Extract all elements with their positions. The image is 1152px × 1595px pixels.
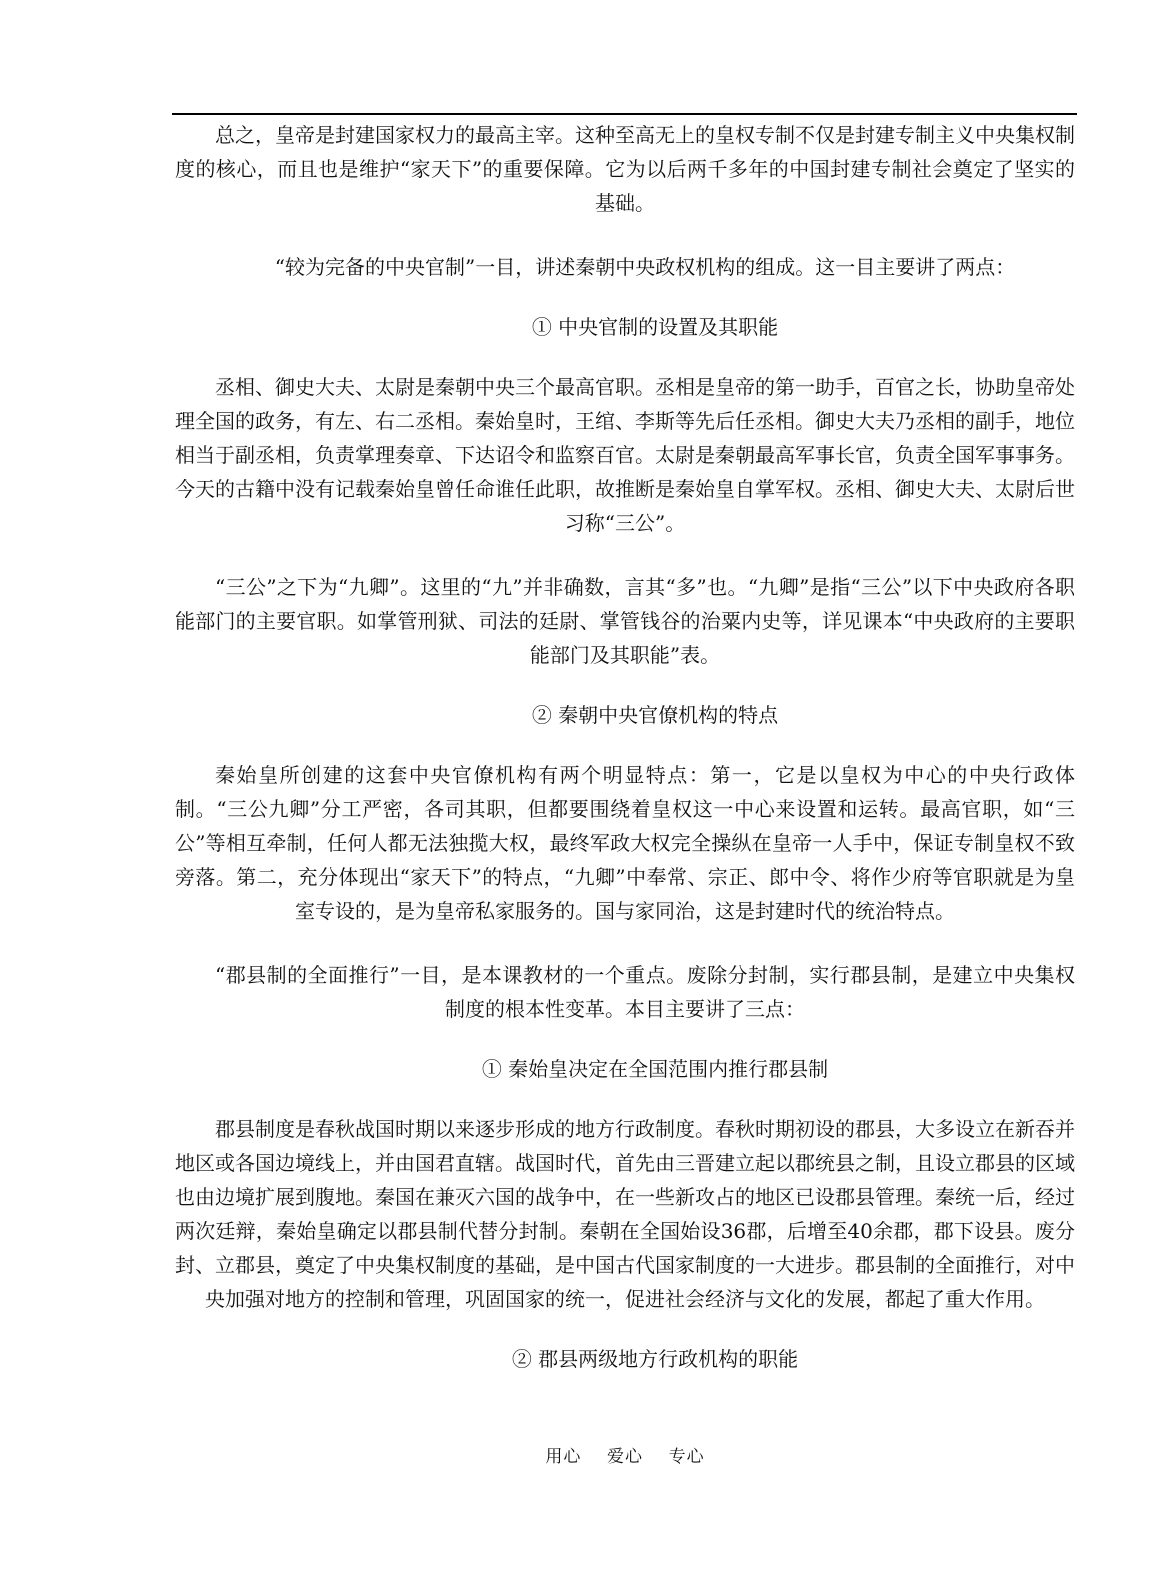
document-body [175,118,1075,1376]
heading-local-administration: ② 郡县两级地方行政机构的职能 [511,1347,799,1371]
paragraph-summary-emperor: 总之，皇帝是封建国家权力的最高主宰。这种至高无上的皇权专制不仅是封建专制主义中央集权制度的核心，而且也是维护“家天下”的重要保障。它为以后两千多年的中国封建专制社会奠定了坚实的基础。 [175,123,1075,215]
heading-central-official-setup: ① 中央官制的设置及其职能 [531,315,779,339]
paragraph-commandery-system: 郡县制度是春秋战国时期以来逐步形成的地方行政制度。春秋时期初设的郡县，大多设立在新吞并地区或各国边境线上，并由国君直辖。战国时代，首先由三晋建立起以郡统县之制，且设立郡县的区域也由边境扩展到腹地。秦国在兼灭六国的战争中，在一些新攻占的地区已设郡县管理。秦统一后，经过两次廷辩，秦始皇确定以郡县制代替分封制。秦朝在全国始设36郡，后增至40余郡，郡下设县。废分封、立郡县，奠定了中央集权制度的基础，是中国古代国家制度的一大进步。郡县制的全面推行，对中央加强对地方的控制和管理，巩固国家的统一，促进社会经济与文化的发展，都起了重大作用。 [175,1117,1075,1311]
header-rule [172,113,1077,115]
paragraph-nine-ministers: “三公”之下为“九卿”。这里的“九”并非确数，言其“多”也。“九卿”是指“三公”以下中央政府各职能部门的主要官职。如掌管刑狱、司法的廷尉、掌管钱谷的治粟内史等，详见课本“中央政府的主要职能部门及其职能”表。 [175,575,1075,667]
heading-bureaucracy-features: ② 秦朝中央官僚机构的特点 [531,703,779,727]
paragraph-three-highest-officials: 丞相、御史大夫、太尉是秦朝中央三个最高官职。丞相是皇帝的第一助手，百官之长，协助皇帝处理全国的政务，有左、右二丞相。秦始皇时，王绾、李斯等先后任丞相。御史大夫乃丞相的副手，地位相当于副丞相，负责掌理奏章、下达诏令和监察百官。太尉是秦朝最高军事长官，负责全国军事事务。今天的古籍中没有记载秦始皇曾任命谁任此职，故推断是秦始皇自掌军权。丞相、御史大夫、太尉后世习称“三公”。 [175,375,1075,535]
page-footer: 用心 爱心 专心 [545,1447,705,1467]
paragraph-bureaucracy-features: 秦始皇所创建的这套中央官僚机构有两个明显特点：第一，它是以皇权为中心的中央行政体制。“三公九卿”分工严密，各司其职，但都要围绕着皇权这一中心来设置和运转。最高官职，如“三公”等相互牵制，任何人都无法独揽大权，最终军政大权完全操纵在皇帝一人手中，保证专制皇权不致旁落。第二，充分体现出“家天下”的特点，“九卿”中奉常、宗正、郎中令、将作少府等官职就是为皇室专设的，是为皇帝私家服务的。国与家同治，这是封建时代的统治特点。 [175,763,1075,923]
paragraph-commandery-intro: “郡县制的全面推行”一目，是本课教材的一个重点。废除分封制，实行郡县制，是建立中央集权制度的根本性变革。本目主要讲了三点： [215,963,1075,1021]
paragraph-central-officials-intro: “较为完备的中央官制”一目，讲述秦朝中央政权机构的组成。这一目主要讲了两点： [274,255,1016,279]
heading-commandery-decision: ① 秦始皇决定在全国范围内推行郡县制 [481,1057,829,1081]
